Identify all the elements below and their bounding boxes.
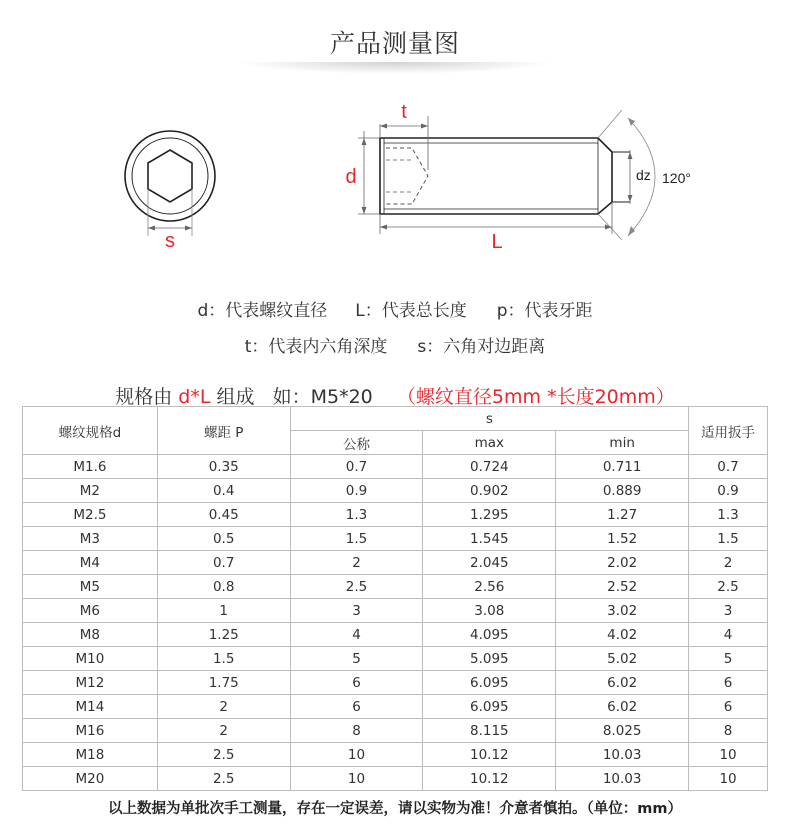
cell-max: 6.095 — [423, 695, 556, 719]
cell-pitch: 0.45 — [157, 503, 290, 527]
cell-nominal: 2.5 — [290, 575, 423, 599]
side-view — [358, 110, 655, 240]
header-nominal: 公称 — [290, 431, 423, 455]
cell-min: 8.025 — [556, 719, 689, 743]
cell-nominal: 8 — [290, 719, 423, 743]
spec-middle: 组成 如：M5*20 — [210, 386, 397, 408]
cell-max: 1.295 — [423, 503, 556, 527]
cell-min: 10.03 — [556, 743, 689, 767]
spec-dl: d*L — [178, 386, 211, 408]
cell-max: 1.545 — [423, 527, 556, 551]
cell-wrench: 10 — [689, 767, 768, 791]
cell-nominal: 10 — [290, 743, 423, 767]
header-s: s — [290, 407, 688, 431]
cell-min: 3.02 — [556, 599, 689, 623]
cell-max: 0.724 — [423, 455, 556, 479]
label-angle: 120° — [662, 170, 691, 186]
cell-max: 2.56 — [423, 575, 556, 599]
header-wrench: 适用扳手 — [689, 407, 768, 455]
cell-wrench: 2.5 — [689, 575, 768, 599]
spec-explain: （螺纹直径5mm *长度20mm） — [396, 386, 675, 408]
spec-example-line — [0, 382, 790, 409]
label-L: L — [491, 231, 503, 253]
table-row — [23, 503, 768, 527]
cell-wrench: 4 — [689, 623, 768, 647]
table-row — [23, 647, 768, 671]
cell-wrench: 2 — [689, 551, 768, 575]
cell-nominal: 6 — [290, 695, 423, 719]
cell-min: 6.02 — [556, 671, 689, 695]
cell-wrench: 8 — [689, 719, 768, 743]
table-row — [23, 551, 768, 575]
cell-max: 10.12 — [423, 743, 556, 767]
header-pitch: 螺距 P — [157, 407, 290, 455]
cell-pitch: 0.4 — [157, 479, 290, 503]
cell-min: 5.02 — [556, 647, 689, 671]
cell-thread-spec: M8 — [23, 623, 158, 647]
label-d: d — [345, 166, 357, 188]
cell-nominal: 10 — [290, 767, 423, 791]
cell-min: 10.03 — [556, 767, 689, 791]
cell-nominal: 1.3 — [290, 503, 423, 527]
cell-pitch: 1.5 — [157, 647, 290, 671]
cell-thread-spec: M3 — [23, 527, 158, 551]
cell-max: 5.095 — [423, 647, 556, 671]
table-row — [23, 695, 768, 719]
cell-wrench: 1.5 — [689, 527, 768, 551]
cell-thread-spec: M2.5 — [23, 503, 158, 527]
cell-max: 3.08 — [423, 599, 556, 623]
table-row — [23, 743, 768, 767]
legend-L: L：代表总长度 — [355, 301, 467, 321]
spec-table — [22, 406, 768, 791]
cell-pitch: 0.8 — [157, 575, 290, 599]
table-row — [23, 767, 768, 791]
cell-thread-spec: M20 — [23, 767, 158, 791]
cell-nominal: 5 — [290, 647, 423, 671]
table-row — [23, 575, 768, 599]
cell-nominal: 0.7 — [290, 455, 423, 479]
cell-min: 4.02 — [556, 623, 689, 647]
cell-thread-spec: M1.6 — [23, 455, 158, 479]
cell-thread-spec: M18 — [23, 743, 158, 767]
cell-max: 8.115 — [423, 719, 556, 743]
measurement-diagram — [0, 0, 790, 290]
cell-thread-spec: M12 — [23, 671, 158, 695]
cell-wrench: 6 — [689, 695, 768, 719]
cell-min: 2.02 — [556, 551, 689, 575]
cell-wrench: 10 — [689, 743, 768, 767]
table-row — [23, 527, 768, 551]
cell-pitch: 0.7 — [157, 551, 290, 575]
cell-pitch: 2.5 — [157, 767, 290, 791]
cell-wrench: 3 — [689, 599, 768, 623]
cell-max: 4.095 — [423, 623, 556, 647]
cell-thread-spec: M14 — [23, 695, 158, 719]
cell-max: 0.902 — [423, 479, 556, 503]
cell-min: 6.02 — [556, 695, 689, 719]
cell-thread-spec: M6 — [23, 599, 158, 623]
legend-line-2 — [0, 332, 790, 357]
legend-p: p：代表牙距 — [496, 301, 593, 321]
table-row — [23, 623, 768, 647]
cell-nominal: 6 — [290, 671, 423, 695]
table-body — [23, 455, 768, 791]
cell-thread-spec: M4 — [23, 551, 158, 575]
label-dz: dz — [636, 167, 651, 183]
cell-thread-spec: M16 — [23, 719, 158, 743]
cell-wrench: 5 — [689, 647, 768, 671]
cell-thread-spec: M2 — [23, 479, 158, 503]
table-row — [23, 719, 768, 743]
cell-min: 0.889 — [556, 479, 689, 503]
cell-max: 2.045 — [423, 551, 556, 575]
cell-max: 6.095 — [423, 671, 556, 695]
cell-thread-spec: M10 — [23, 647, 158, 671]
label-t: t — [401, 101, 407, 123]
cell-min: 1.52 — [556, 527, 689, 551]
cell-min: 2.52 — [556, 575, 689, 599]
cell-wrench: 0.7 — [689, 455, 768, 479]
cell-pitch: 0.5 — [157, 527, 290, 551]
cell-min: 1.27 — [556, 503, 689, 527]
legend-line-1 — [0, 296, 790, 321]
cell-pitch: 2.5 — [157, 743, 290, 767]
cell-pitch: 0.35 — [157, 455, 290, 479]
cell-nominal: 1.5 — [290, 527, 423, 551]
cell-nominal: 3 — [290, 599, 423, 623]
header-max: max — [423, 431, 556, 455]
spec-prefix: 规格由 — [115, 386, 179, 408]
header-min: min — [556, 431, 689, 455]
page-title: 产品测量图 — [329, 29, 460, 58]
cell-pitch: 2 — [157, 719, 290, 743]
cell-nominal: 2 — [290, 551, 423, 575]
table-row — [23, 455, 768, 479]
cell-wrench: 6 — [689, 671, 768, 695]
cell-nominal: 0.9 — [290, 479, 423, 503]
cell-nominal: 4 — [290, 623, 423, 647]
end-view — [125, 131, 215, 236]
cell-pitch: 1.75 — [157, 671, 290, 695]
cell-wrench: 0.9 — [689, 479, 768, 503]
legend-s: s：六角对边距离 — [417, 337, 546, 357]
table-row — [23, 479, 768, 503]
legend-t: t：代表内六角深度 — [244, 337, 388, 357]
cell-max: 10.12 — [423, 767, 556, 791]
label-s: s — [165, 230, 175, 252]
cell-wrench: 1.3 — [689, 503, 768, 527]
table-row — [23, 599, 768, 623]
cell-thread-spec: M5 — [23, 575, 158, 599]
cell-min: 0.711 — [556, 455, 689, 479]
cell-pitch: 1.25 — [157, 623, 290, 647]
cell-pitch: 2 — [157, 695, 290, 719]
table-row — [23, 671, 768, 695]
footnote: 以上数据为单批次手工测量，存在一定误差，请以实物为准！介意者慎拍。（单位：mm） — [108, 801, 682, 817]
header-thread-spec: 螺纹规格d — [23, 407, 158, 455]
legend-d: d：代表螺纹直径 — [197, 301, 328, 321]
cell-pitch: 1 — [157, 599, 290, 623]
